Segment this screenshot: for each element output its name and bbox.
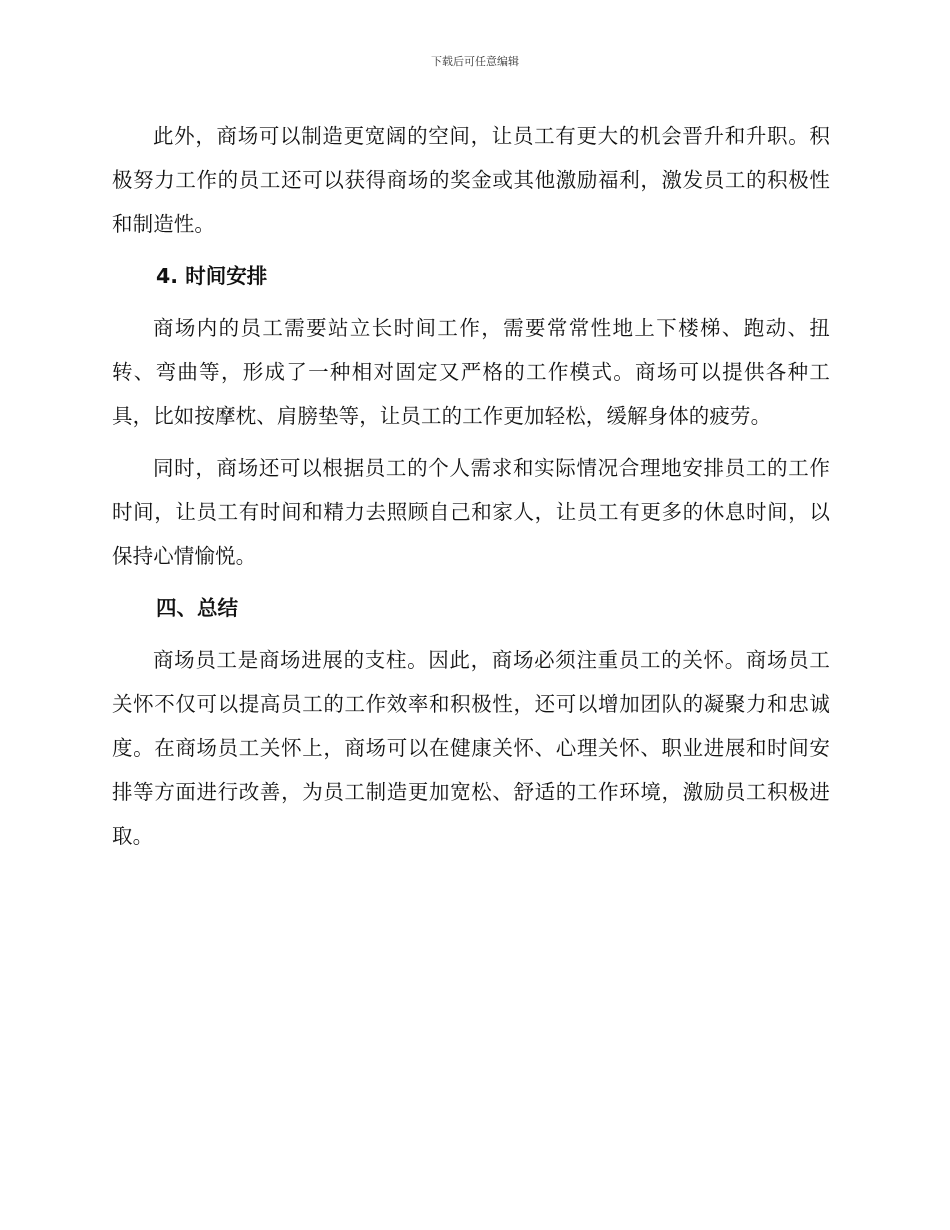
paragraph-work-schedule: 同时，商场还可以根据员工的个人需求和实际情况合理地安排员工的工作时间，让员工有时间和精力去照顾自己和家人，让员工有更多的休息时间，以保持心情愉悦。 <box>112 456 830 568</box>
paragraph-promotion: 此外，商场可以制造更宽阔的空间，让员工有更大的机会晋升和升职。积极努力工作的员工还可以获得商场的奖金或其他激励福利，激发员工的积极性和制造性。 <box>112 124 830 236</box>
page-header: 下载后可任意编辑 <box>431 55 519 68</box>
section-heading-time-arrangement: 4. 时间安排 <box>156 264 268 288</box>
paragraph-summary: 商场员工是商场进展的支柱。因此，商场必须注重员工的关怀。商场员工关怀不仅可以提高员工的工作效率和积极性，还可以增加团队的凝聚力和忠诚度。在商场员工关怀上，商场可以在健康关怀、心理关怀、职业进展和时间安排等方面进行改善，为员工制造更加宽松、舒适的工作环境，激励员工积极进取。 <box>112 648 830 848</box>
document-body <box>112 114 830 866</box>
paragraph-work-mode: 商场内的员工需要站立长时间工作，需要常常性地上下楼梯、跑动、扭转、弯曲等，形成了一种相对固定又严格的工作模式。商场可以提供各种工具，比如按摩枕、肩膀垫等，让员工的工作更加轻松，缓解身体的疲劳。 <box>112 316 830 428</box>
section-heading-summary: 四、总结 <box>156 596 238 620</box>
